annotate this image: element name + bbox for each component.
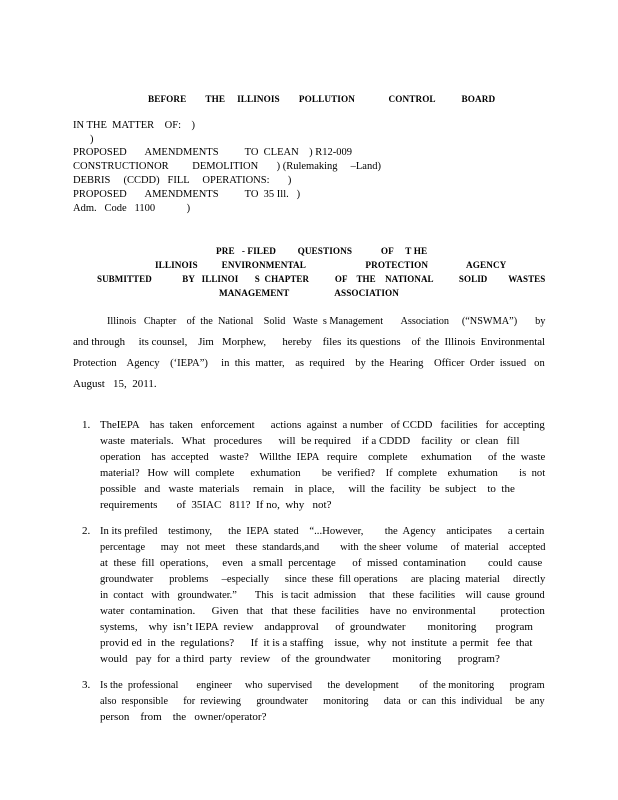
caption-line: Adm. Code 1100 )	[73, 203, 191, 214]
caption-line: PROPOSED AMENDMENTS TO 35 Ill. )	[73, 189, 301, 200]
caption-line: PROPOSED AMENDMENTS TO CLEAN ) R12-009	[73, 147, 353, 158]
caption-line: CONSTRUCTIONOR DEMOLITION ) (Rulemaking –Land)	[73, 161, 381, 172]
question-number: 1.	[82, 419, 91, 431]
caption-line: DEBRIS (CCDD) FILL OPERATIONS: )	[73, 175, 292, 186]
intro-line: Illinois Chapter of the National Solid Waste s Management Association (“NSWMA”) by	[107, 315, 546, 327]
intro-line: Protection Agency (‘IEPA”) in this matter, as required by the Hearing Officer Order issued on	[73, 357, 545, 369]
question-line: person from the owner/operator?	[100, 711, 267, 723]
question-line: systems, why isn’t IEPA review andapproval of groundwater monitoring program	[100, 621, 533, 633]
filing-title-line: MANAGEMENT ASSOCIATION	[219, 288, 400, 298]
question-line: water contamination. Given that that these facilities have no environmental protection	[100, 605, 545, 617]
caption-line: IN THE MATTER OF: )	[73, 120, 196, 131]
question-line: provid ed in the regulations? If it is a staffing issue, why not institute a permit fee that	[100, 637, 533, 649]
question-number: 2.	[82, 525, 91, 537]
filing-title-line: ILLINOIS ENVIRONMENTAL PROTECTION AGENCY	[155, 260, 507, 270]
question-line: also responsible for reviewing groundwater monitoring data or can this individual be any	[100, 695, 545, 707]
page-heading: BEFORE THE ILLINOIS POLLUTION CONTROL BOARD	[148, 94, 496, 104]
question-line: in contact with groundwater.” This is tacit admission that these facilities will cause ground	[100, 589, 545, 601]
question-line: requirements of 35IAC 811? If no, why not?	[100, 499, 332, 511]
question-line: percentage may not meet these standards,and with the sheer volume of material accepted	[100, 541, 546, 553]
question-line: would pay for a third party review of the groundwater monitoring program?	[100, 653, 500, 665]
filing-title-line: SUBMITTED BY ILLINOI S CHAPTER OF THE NATIONAL SOLID WASTES	[97, 274, 546, 284]
question-line: at these fill operations, even a small percentage of missed contamination could cause	[100, 557, 543, 569]
question-line: possible and waste materials remain in place, will the facility be subject to the	[100, 483, 515, 495]
intro-line: August 15, 2011.	[73, 378, 157, 390]
question-line: groundwater problems –especially since these fill operations are placing material directly	[100, 573, 546, 585]
question-line: In its prefiled testimony, the IEPA stated “...However, the Agency anticipates a certain	[100, 525, 545, 537]
question-line: material? How will complete exhumation be verified? If complete exhumation is not	[100, 467, 546, 479]
question-line: Is the professional engineer who supervised the development of the monitoring program	[100, 679, 545, 691]
question-line: TheIEPA has taken enforcement actions against a number of CCDD facilities for accepting	[100, 419, 545, 431]
filing-title-line: PRE - FILED QUESTIONS OF T HE	[216, 246, 428, 256]
question-line: waste materials. What procedures will be required if a CDDD facility or clean fill	[100, 435, 520, 447]
caption-line: )	[90, 134, 94, 145]
intro-line: and through its counsel, Jim Morphew, hereby files its questions of the Illinois Environmental	[73, 336, 546, 348]
question-line: operation has accepted waste? Willthe IEPA require complete exhumation of the waste	[100, 451, 546, 463]
question-number: 3.	[82, 679, 91, 691]
